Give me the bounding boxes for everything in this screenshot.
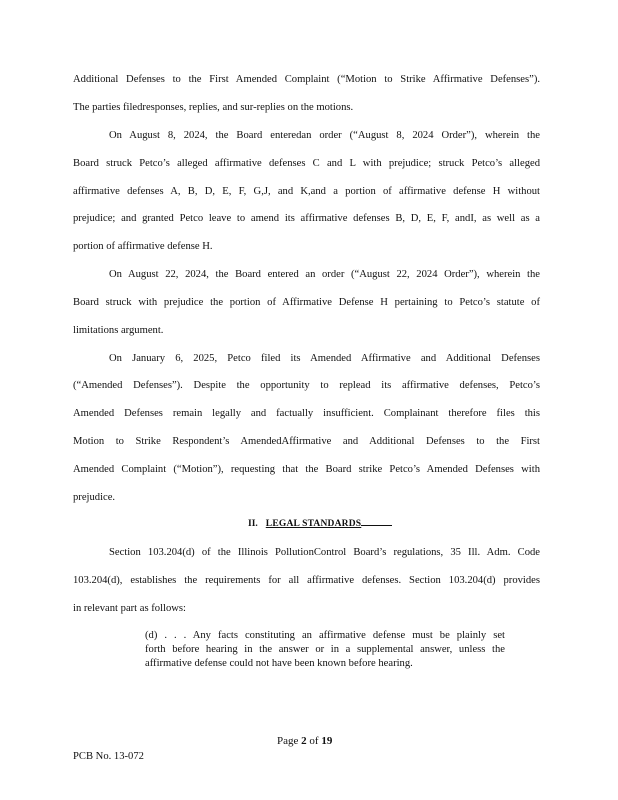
body-text-line: On August 8, 2024, the Board enteredan order (“August 8, 2024 Order”), wherein the — [109, 130, 540, 141]
section-title: LEGAL STANDARDS — [265, 519, 362, 529]
block-quote-line: affirmative defense could not have been known before hearing. — [145, 658, 413, 669]
page-label: Page — [277, 735, 299, 747]
page-of: of — [309, 735, 319, 747]
body-text-line: Board struck with prejudice the portion of Affirmative Defense H pertaining to Petco’s statute of — [73, 297, 540, 308]
body-text-line: The parties filedresponses, replies, and sur-replies on the motions. — [73, 102, 354, 113]
body-text-line: in relevant part as follows: — [73, 603, 186, 614]
body-text-line: affirmative defenses A, B, D, E, F, G,J, and K,and a portion of affirmative defense H without — [73, 186, 540, 197]
body-text-line: prejudice; and granted Petco leave to amend its affirmative defenses B, D, E, F, andI, as well as a — [73, 213, 540, 224]
section-number: II. — [248, 519, 258, 529]
body-text-line: Board struck Petco’s alleged affirmative defenses C and L with prejudice; struck Petco’s alleged — [73, 158, 540, 169]
body-text-line: Amended Defenses remain legally and factually insufficient. Complainant therefore files this — [73, 408, 540, 419]
body-text-line: 103.204(d), establishes the requirements for all affirmative defenses. Section 103.204(d) provides — [73, 575, 540, 586]
body-text-line: Additional Defenses to the First Amended Complaint (“Motion to Strike Affirmative Defenses”). — [73, 74, 540, 85]
body-text-line: limitations argument. — [73, 325, 164, 336]
case-number: PCB No. 13-072 — [73, 751, 144, 762]
body-text-line: On August 22, 2024, the Board entered an order (“August 22, 2024 Order”), wherein the — [109, 269, 540, 280]
body-text-line: Motion to Strike Respondent’s AmendedAffirmative and Additional Defenses to the First — [73, 436, 540, 447]
page-number — [277, 735, 332, 747]
body-text-line: Amended Complaint (“Motion”), requesting that the Board strike Petco’s Amended Defenses with — [73, 464, 540, 475]
body-text-line: Section 103.204(d) of the Illinois PollutionControl Board’s regulations, 35 Ill. Adm. Code — [109, 547, 540, 558]
page-total: 19 — [321, 735, 333, 747]
body-text-line: On January 6, 2025, Petco filed its Amended Affirmative and Additional Defenses — [109, 353, 540, 364]
body-text-line: portion of affirmative defense H. — [73, 241, 213, 252]
block-quote-line: forth before hearing in the answer or in a supplemental answer, unless the — [145, 644, 505, 655]
section-heading — [248, 519, 392, 529]
heading-underline — [361, 524, 392, 526]
block-quote-line: (d) . . . Any facts constituting an affirmative defense must be plainly set — [145, 630, 505, 641]
page-current: 2 — [301, 735, 307, 747]
body-text-line: (“Amended Defenses”). Despite the opportunity to replead its affirmative defenses, Petco’s — [73, 380, 540, 391]
body-text-line: prejudice. — [73, 492, 116, 503]
